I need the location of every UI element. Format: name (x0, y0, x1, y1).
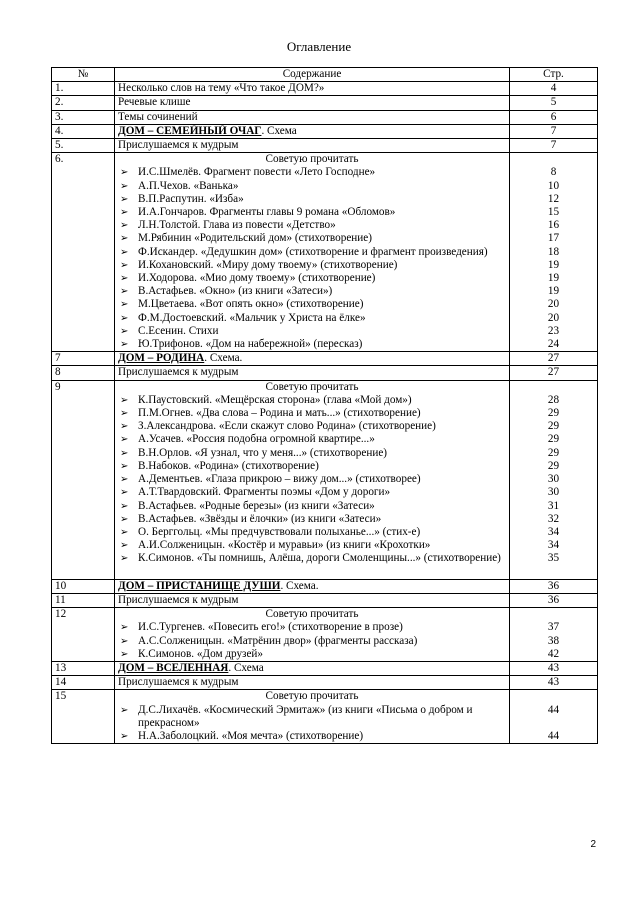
row-page: 27 (510, 366, 598, 380)
row-page: 6 (510, 110, 598, 124)
list-item-page: 32 (547, 512, 560, 525)
list-item-page: 29 (547, 407, 560, 420)
table-header-row (52, 68, 598, 82)
row-content: Несколько слов на тему «Что такое ДОМ?» (115, 82, 510, 96)
row-number: 3. (52, 110, 115, 124)
section-suffix: . Схема (228, 661, 264, 674)
list-item (118, 552, 506, 565)
list-item (118, 394, 506, 407)
row-page (510, 153, 598, 352)
spacer (513, 566, 594, 579)
arrowhead-bullet-icon: ➢ (120, 180, 129, 192)
list-item-page: 42 (547, 647, 560, 660)
list-item-text: М.Рябинин «Родительский дом» (стихотворение) (138, 232, 372, 245)
recommend-heading: Советую прочитать (265, 380, 359, 393)
spacer (513, 381, 594, 394)
list-item (118, 338, 506, 351)
list-item (118, 219, 506, 232)
list-item-page: 44 (547, 703, 560, 716)
list-item-text: А.И.Солженицын. «Костёр и муравьи» (из книги «Крохотки» (138, 539, 431, 552)
list-item (118, 730, 506, 743)
arrowhead-bullet-icon: ➢ (120, 299, 129, 311)
list-item-page: 38 (547, 634, 560, 647)
list-item-text: А.П.Чехов. «Ванька» (138, 179, 239, 192)
recommend-heading: Советую прочитать (265, 608, 359, 621)
list-item (118, 407, 506, 420)
row-page (510, 690, 598, 744)
list-item-text: В.Астафьев. «Звёзды и ёлочки» (из книги «Затеси» (138, 512, 382, 525)
spacer (513, 608, 594, 621)
list-item-text: Л.Н.Толстой. Глава из повести «Детство» (138, 219, 336, 232)
list-item (118, 473, 506, 486)
list-item-text: В.Набоков. «Родина» (стихотворение) (138, 459, 319, 472)
row-number: 1. (52, 82, 115, 96)
row-number: 10 (52, 579, 115, 593)
arrowhead-bullet-icon: ➢ (120, 259, 129, 271)
arrowhead-bullet-icon: ➢ (120, 325, 129, 337)
table-row (52, 690, 598, 744)
arrowhead-bullet-icon: ➢ (120, 312, 129, 324)
list-item-text: Ф.Искандер. «Дедушкин дом» (стихотворение и фрагмент произведения) (138, 245, 488, 258)
header-num: № (52, 68, 115, 82)
list-item (118, 500, 506, 513)
spacer (513, 690, 594, 703)
list-item-page: 10 (547, 179, 560, 192)
row-page: 36 (510, 593, 598, 607)
list-item (118, 447, 506, 460)
row-number: 13 (52, 661, 115, 675)
table-row (52, 124, 598, 138)
list-item-text: О. Берггольц. «Мы предчувствовали полыханье...» (стих-е) (138, 525, 421, 538)
spacer (513, 717, 594, 730)
list-item-page: 15 (547, 206, 560, 219)
list-item-text: З.Александрова. «Если скажут слово Родина» (стихотворение) (138, 420, 436, 433)
list-item-page: 30 (547, 473, 560, 486)
arrowhead-bullet-icon: ➢ (120, 207, 129, 219)
section-title: ДОМ – ВСЕЛЕННАЯ (118, 661, 229, 674)
list-item-text: С.Есенин. Стихи (138, 324, 219, 337)
list-item-text: Д.С.Лихачёв. «Космический Эрмитаж» (из книги «Письма о добром и прекрасном» (138, 703, 473, 729)
table-row (52, 579, 598, 593)
list-item (118, 325, 506, 338)
spacer (513, 153, 594, 166)
list-item-text: В.Н.Орлов. «Я узнал, что у меня...» (стихотворение) (138, 446, 388, 459)
list-item-text: А.Усачев. «Россия подобна огромной квартире...» (138, 433, 375, 446)
arrowhead-bullet-icon: ➢ (120, 513, 129, 525)
row-content (115, 661, 510, 675)
row-content: Прислушаемся к мудрым (115, 366, 510, 380)
row-number: 6. (52, 153, 115, 352)
arrowhead-bullet-icon: ➢ (120, 233, 129, 245)
list-item-text: Ю.Трифонов. «Дом на набережной» (пересказ) (138, 338, 363, 351)
list-item-page: 29 (547, 446, 560, 459)
list-item (118, 486, 506, 499)
row-number: 12 (52, 608, 115, 662)
list-item-page: 12 (547, 192, 560, 205)
row-page (510, 608, 598, 662)
list-item (118, 433, 506, 446)
row-page: 5 (510, 96, 598, 110)
arrowhead-bullet-icon: ➢ (120, 193, 129, 205)
list-item-page: 17 (547, 232, 560, 245)
list-item-text: М.Цветаева. «Вот опять окно» (стихотворение) (138, 298, 364, 311)
row-page: 7 (510, 124, 598, 138)
row-page (510, 380, 598, 579)
list-item (118, 635, 506, 648)
list-item (118, 648, 506, 661)
list-item (118, 621, 506, 634)
list-item-page: 24 (547, 338, 560, 351)
table-row (52, 82, 598, 96)
arrowhead-bullet-icon: ➢ (120, 394, 129, 406)
list-item-text: И.С.Тургенев. «Повесить его!» (стихотворение в прозе) (138, 621, 403, 634)
arrowhead-bullet-icon: ➢ (120, 447, 129, 459)
arrowhead-bullet-icon: ➢ (120, 434, 129, 446)
list-item (118, 420, 506, 433)
section-suffix: . Схема. (280, 579, 319, 592)
list-item-page: 29 (547, 420, 560, 433)
list-item (118, 312, 506, 325)
list-item-text: И.С.Шмелёв. Фрагмент повести «Лето Господне» (138, 166, 376, 179)
list-item-text: И.Кохановский. «Миру дому твоему» (стихотворение) (138, 258, 398, 271)
table-row (52, 608, 598, 662)
list-item-page: 19 (547, 285, 560, 298)
row-page: 43 (510, 676, 598, 690)
list-item-page: 18 (547, 245, 560, 258)
page-title: Оглавление (286, 39, 352, 54)
recommend-heading: Советую прочитать (265, 690, 359, 703)
list-item (118, 180, 506, 193)
row-content (115, 352, 510, 366)
row-content (115, 690, 510, 744)
list-item-page: 8 (550, 166, 557, 179)
list-item-page: 16 (547, 219, 560, 232)
list-item (118, 539, 506, 552)
arrowhead-bullet-icon: ➢ (120, 648, 129, 660)
page-number: 2 (590, 839, 596, 850)
list-item-page: 29 (547, 459, 560, 472)
list-item-page: 34 (547, 539, 560, 552)
row-content (115, 153, 510, 352)
row-content (115, 380, 510, 579)
row-page: 7 (510, 139, 598, 153)
list-item (118, 193, 506, 206)
list-item-page: 44 (547, 729, 560, 742)
section-suffix: . Схема (261, 124, 297, 137)
row-number: 9 (52, 380, 115, 579)
list-item-text: А.Дементьев. «Глаза прикрою – вижу дом...» (стихотворее) (138, 473, 421, 486)
list-item (118, 259, 506, 272)
list-item-page: 19 (547, 272, 560, 285)
list-item (118, 166, 506, 179)
table-row (52, 676, 598, 690)
table-row (52, 661, 598, 675)
recommend-heading: Советую прочитать (265, 153, 359, 166)
row-content: Прислушаемся к мудрым (115, 593, 510, 607)
row-content: Прислушаемся к мудрым (115, 139, 510, 153)
row-number: 5. (52, 139, 115, 153)
section-title: ДОМ – СЕМЕЙНЫЙ ОЧАГ (118, 124, 262, 137)
list-item-page: 20 (547, 311, 560, 324)
arrowhead-bullet-icon: ➢ (120, 553, 129, 565)
list-item (118, 298, 506, 311)
arrowhead-bullet-icon: ➢ (120, 704, 129, 716)
row-page: 36 (510, 579, 598, 593)
row-content (115, 608, 510, 662)
list-item-text: П.М.Огнев. «Два слова – Родина и мать...» (стихотворение) (138, 407, 421, 420)
row-content: Прислушаемся к мудрым (115, 676, 510, 690)
row-content (115, 579, 510, 593)
list-item-page: 30 (547, 486, 560, 499)
list-item (118, 526, 506, 539)
table-row (52, 366, 598, 380)
list-item (118, 704, 506, 730)
list-item (118, 272, 506, 285)
row-number: 14 (52, 676, 115, 690)
arrowhead-bullet-icon: ➢ (120, 339, 129, 351)
table-row (52, 380, 598, 579)
list-item-page: 35 (547, 552, 560, 565)
arrowhead-bullet-icon: ➢ (120, 500, 129, 512)
arrowhead-bullet-icon: ➢ (120, 167, 129, 179)
arrowhead-bullet-icon: ➢ (120, 526, 129, 538)
list-item-text: В.Астафьев. «Окно» (из книги «Затеси») (138, 285, 333, 298)
arrowhead-bullet-icon: ➢ (120, 635, 129, 647)
table-row (52, 110, 598, 124)
list-item-page: 34 (547, 525, 560, 538)
list-item-page: 28 (547, 393, 560, 406)
toc-table (51, 67, 598, 744)
row-number: 11 (52, 593, 115, 607)
row-content: Речевые клише (115, 96, 510, 110)
arrowhead-bullet-icon: ➢ (120, 421, 129, 433)
list-item-page: 19 (547, 258, 560, 271)
list-item-text: Ф.М.Достоевский. «Мальчик у Христа на ёлке» (138, 311, 366, 324)
row-content (115, 124, 510, 138)
list-item (118, 285, 506, 298)
row-number: 15 (52, 690, 115, 744)
table-row (52, 139, 598, 153)
section-title: ДОМ – ПРИСТАНИЩЕ ДУШИ (118, 579, 281, 592)
row-number: 8 (52, 366, 115, 380)
list-item-page: 37 (547, 621, 560, 634)
list-item-text: К.Симонов. «Ты помнишь, Алёша, дороги Смоленщины...» (стихотворение) (138, 552, 501, 565)
row-page: 43 (510, 661, 598, 675)
row-page: 27 (510, 352, 598, 366)
row-number: 7 (52, 352, 115, 366)
arrowhead-bullet-icon: ➢ (120, 273, 129, 285)
list-item-page: 23 (547, 324, 560, 337)
list-item-text: К.Симонов. «Дом друзей» (138, 647, 264, 660)
list-item-page: 20 (547, 298, 560, 311)
list-item-page: 29 (547, 433, 560, 446)
list-item-text: И.А.Гончаров. Фрагменты главы 9 романа «Обломов» (138, 206, 396, 219)
list-item-text: В.Астафьев. «Родные березы» (из книги «Затеси» (138, 499, 375, 512)
arrowhead-bullet-icon: ➢ (120, 730, 129, 742)
row-content: Темы сочинений (115, 110, 510, 124)
header-page: Стр. (510, 68, 598, 82)
arrowhead-bullet-icon: ➢ (120, 540, 129, 552)
table-row (52, 96, 598, 110)
table-row (52, 593, 598, 607)
arrowhead-bullet-icon: ➢ (120, 408, 129, 420)
list-item (118, 460, 506, 473)
table-row (52, 153, 598, 352)
list-item-text: Н.А.Заболоцкий. «Моя мечта» (стихотворение) (138, 729, 364, 742)
list-item (118, 246, 506, 259)
row-number: 2. (52, 96, 115, 110)
arrowhead-bullet-icon: ➢ (120, 286, 129, 298)
list-item (118, 513, 506, 526)
row-number: 4. (52, 124, 115, 138)
section-suffix: . Схема. (204, 352, 243, 365)
list-item-text: В.П.Распутин. «Изба» (138, 192, 244, 205)
list-item-text: И.Ходорова. «Мио дому твоему» (стихотворение) (138, 272, 376, 285)
list-item (118, 206, 506, 219)
row-page: 4 (510, 82, 598, 96)
arrowhead-bullet-icon: ➢ (120, 474, 129, 486)
list-item-text: К.Паустовский. «Мещёрская сторона» (глава «Мой дом») (138, 393, 412, 406)
list-item-page: 31 (547, 499, 560, 512)
arrowhead-bullet-icon: ➢ (120, 487, 129, 499)
list-item (118, 232, 506, 245)
arrowhead-bullet-icon: ➢ (120, 220, 129, 232)
arrowhead-bullet-icon: ➢ (120, 460, 129, 472)
table-row (52, 352, 598, 366)
arrowhead-bullet-icon: ➢ (120, 246, 129, 258)
section-title: ДОМ – РОДИНА (118, 352, 205, 365)
list-item-text: А.С.Солженицын. «Матрёнин двор» (фрагменты рассказа) (138, 634, 418, 647)
header-content: Содержание (115, 68, 510, 82)
arrowhead-bullet-icon: ➢ (120, 622, 129, 634)
list-item-text: А.Т.Твардовский. Фрагменты поэмы «Дом у дороги» (138, 486, 391, 499)
